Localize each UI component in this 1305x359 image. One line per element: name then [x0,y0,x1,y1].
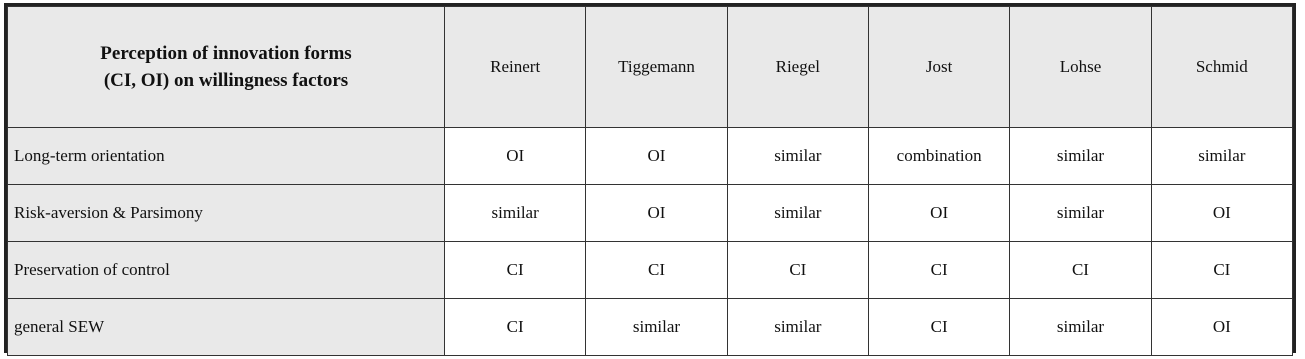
table-cell: combination [868,128,1009,185]
table-cell: CI [1151,242,1292,299]
table-cell: CI [1010,242,1151,299]
table-cell: CI [586,242,727,299]
table-corner-header [8,7,445,128]
table-header-row [8,7,1293,128]
table-cell: similar [586,299,727,356]
table-cell: CI [445,299,586,356]
table-cell: similar [1010,185,1151,242]
table-row [8,299,1293,356]
table-cell: similar [1010,299,1151,356]
column-header-tiggemann: Tiggemann [586,7,727,128]
corner-header-line2: (CI, OI) on willingness factors [103,70,349,91]
table-row [8,242,1293,299]
column-header-schmid: Schmid [1151,7,1292,128]
column-header-reinert: Reinert [445,7,586,128]
table-cell: OI [1151,299,1292,356]
column-header-lohse: Lohse [1010,7,1151,128]
table-cell: OI [868,185,1009,242]
table-cell: similar [727,299,868,356]
table-cell: similar [1010,128,1151,185]
column-header-jost: Jost [868,7,1009,128]
table-cell: similar [1151,128,1292,185]
comparison-table-frame [4,3,1296,353]
table-row [8,128,1293,185]
innovation-perception-table [7,6,1293,356]
table-cell: OI [445,128,586,185]
row-label: Preservation of control [8,242,445,299]
table-cell: OI [586,185,727,242]
table-cell: similar [727,185,868,242]
table-cell: OI [1151,185,1292,242]
row-label: Risk-aversion & Parsimony [8,185,445,242]
table-cell: CI [445,242,586,299]
table-cell: OI [586,128,727,185]
table-cell: CI [727,242,868,299]
row-label: Long-term orientation [8,128,445,185]
table-cell: similar [727,128,868,185]
column-header-riegel: Riegel [727,7,868,128]
table-cell: similar [445,185,586,242]
table-row [8,185,1293,242]
row-label: general SEW [8,299,445,356]
table-cell: CI [868,242,1009,299]
table-cell: CI [868,299,1009,356]
corner-header-line1: Perception of innovation forms [100,43,352,64]
